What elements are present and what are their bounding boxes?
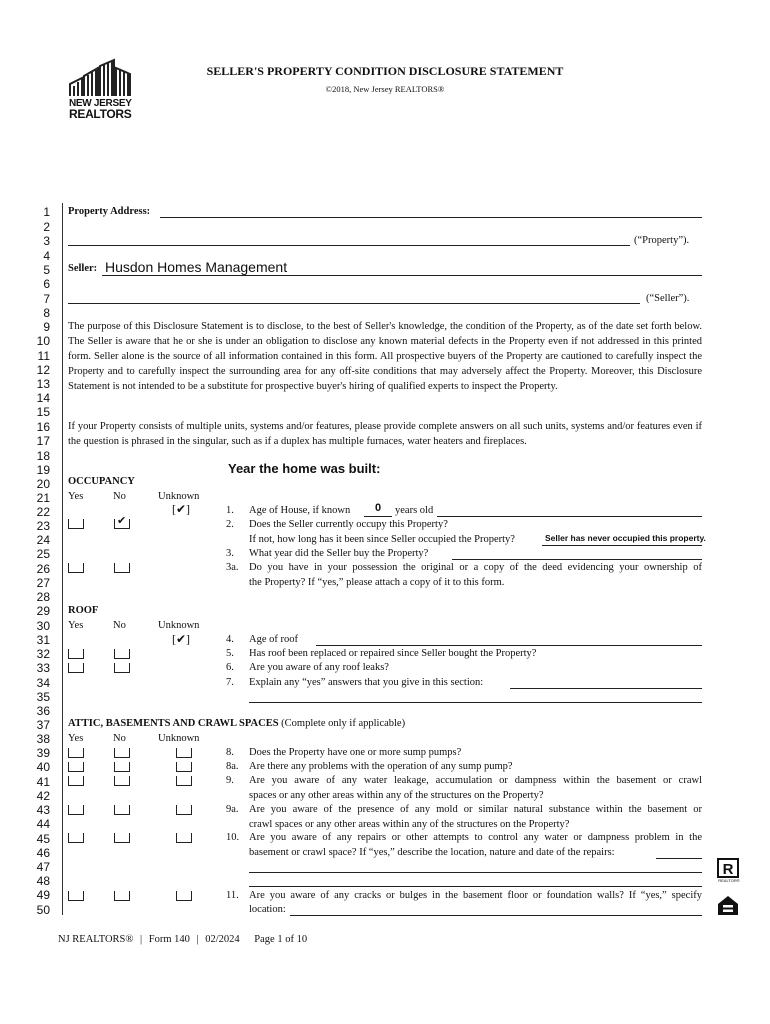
q9a-text: Are you aware of the presence of any mold or similar natural substance within the basement or bbox=[249, 804, 702, 815]
line-number: 10 bbox=[36, 334, 50, 348]
line-number: 21 bbox=[36, 491, 50, 505]
seller-name-value[interactable]: Husdon Homes Management bbox=[105, 259, 288, 275]
property-address-field[interactable] bbox=[160, 217, 702, 218]
q1-text: Age of House, if known bbox=[249, 505, 351, 516]
q2-yes-checkbox[interactable] bbox=[68, 519, 84, 529]
q4-number: 4. bbox=[226, 634, 234, 645]
property-address-label: Property Address: bbox=[68, 206, 151, 217]
line-number: 48 bbox=[36, 874, 50, 888]
col-yes: Yes bbox=[68, 491, 84, 502]
q2-no-checkbox[interactable] bbox=[114, 519, 130, 529]
line-number: 39 bbox=[36, 746, 50, 760]
col-unknown: Unknown bbox=[158, 491, 200, 502]
q2-followup: If not, how long has it been since Seller occupied the Property? bbox=[249, 534, 515, 545]
q9-number: 9. bbox=[226, 775, 234, 786]
q10-no-checkbox[interactable] bbox=[114, 833, 130, 843]
attic-heading bbox=[68, 717, 405, 731]
q8-text: Does the Property have one or more sump pumps? bbox=[249, 747, 462, 758]
q6-number: 6. bbox=[226, 662, 234, 673]
q10-field-2[interactable] bbox=[249, 872, 702, 873]
line-number: 28 bbox=[36, 590, 50, 604]
line-number: 25 bbox=[36, 547, 50, 561]
line-number: 41 bbox=[36, 775, 50, 789]
line-number: 15 bbox=[36, 405, 50, 419]
footer-date: 02/2024 bbox=[205, 934, 240, 945]
footer-sep-2: | bbox=[196, 934, 199, 945]
q10-unknown-checkbox[interactable] bbox=[176, 833, 192, 843]
q1-suffix: years old bbox=[395, 505, 434, 516]
q11-unknown-checkbox[interactable] bbox=[176, 891, 192, 901]
seller-name-field-2[interactable] bbox=[68, 303, 640, 304]
line-number: 44 bbox=[36, 817, 50, 831]
q4-text: Age of roof bbox=[249, 634, 298, 645]
roof-col-yes: Yes bbox=[68, 620, 84, 631]
q2-followup-value[interactable]: Seller has never occupied this property. bbox=[545, 533, 706, 543]
attic-note: (Complete only if applicable) bbox=[281, 718, 406, 729]
line-number: 2 bbox=[43, 220, 50, 234]
q8a-no-checkbox[interactable] bbox=[114, 762, 130, 772]
q2-number: 2. bbox=[226, 519, 234, 530]
line-number: 7 bbox=[43, 292, 50, 306]
property-suffix: (“Property”). bbox=[634, 235, 690, 246]
line-number: 8 bbox=[43, 306, 50, 320]
line-number: 45 bbox=[36, 832, 50, 846]
q9-text2: spaces or any other areas within any of the structures on the Property? bbox=[249, 790, 544, 801]
footer-form: Form 140 bbox=[148, 934, 190, 945]
q3a-text2: the Property? If “yes,” please attach a copy of it to this form. bbox=[249, 577, 505, 588]
q1-line bbox=[437, 516, 702, 517]
seller-suffix: (“Seller”). bbox=[646, 293, 690, 304]
q7-number: 7. bbox=[226, 677, 234, 688]
multi-unit-paragraph: If your Property consists of multiple units, systems and/or features, please provide complete answers on all such units, systems and/or features even if the question is phrased in the singular, such as if a duplex has multiple furnaces, water heaters and fireplaces. bbox=[68, 421, 702, 447]
line-number: 33 bbox=[36, 661, 50, 675]
q7-field[interactable] bbox=[510, 688, 702, 689]
q6-no-checkbox[interactable] bbox=[114, 663, 130, 673]
line-number: 22 bbox=[36, 505, 50, 519]
q8-unknown-checkbox[interactable] bbox=[176, 748, 192, 758]
gutter-rule bbox=[62, 203, 63, 915]
line-number: 50 bbox=[36, 903, 50, 917]
logo-line1: NEW JERSEY bbox=[69, 98, 132, 109]
q10-field-3[interactable] bbox=[249, 886, 702, 887]
line-number: 11 bbox=[37, 349, 50, 363]
line-number: 47 bbox=[36, 860, 50, 874]
attic-title: ATTIC, BASEMENTS AND CRAWL SPACES bbox=[68, 718, 279, 729]
line-number: 43 bbox=[36, 803, 50, 817]
line-number: 30 bbox=[36, 619, 50, 633]
line-number: 6 bbox=[43, 277, 50, 291]
q11-yes-checkbox[interactable] bbox=[68, 891, 84, 901]
realtor-logo bbox=[717, 858, 741, 886]
q1-age-field[interactable] bbox=[364, 516, 392, 517]
line-number: 27 bbox=[36, 576, 50, 590]
property-address-field-2[interactable] bbox=[68, 245, 630, 246]
line-number: 12 bbox=[36, 363, 50, 377]
seller-label: Seller: bbox=[68, 263, 98, 274]
q1-number: 1. bbox=[226, 505, 234, 516]
line-number: 19 bbox=[36, 463, 50, 477]
line-number: 42 bbox=[36, 789, 50, 803]
line-number: 34 bbox=[36, 676, 50, 690]
line-number: 49 bbox=[36, 888, 50, 902]
attic-col-unknown: Unknown bbox=[158, 733, 200, 744]
q2-text: Does the Seller currently occupy this Property? bbox=[249, 519, 448, 530]
seller-name-field[interactable] bbox=[102, 275, 702, 276]
occupancy-heading: OCCUPANCY bbox=[68, 476, 135, 487]
q8a-number: 8a. bbox=[226, 761, 239, 772]
footer-sep-1: | bbox=[140, 934, 143, 945]
line-number: 1 bbox=[43, 205, 50, 219]
line-number: 17 bbox=[36, 434, 50, 448]
line-number: 9 bbox=[43, 320, 50, 334]
realtor-text: REALTOR® bbox=[718, 878, 740, 883]
year-built-label: Year the home was built: bbox=[228, 461, 381, 476]
q9-no-checkbox[interactable] bbox=[114, 776, 130, 786]
attic-col-no: No bbox=[113, 733, 126, 744]
q3a-yes-checkbox[interactable] bbox=[68, 563, 84, 573]
q3-text: What year did the Seller buy the Property? bbox=[249, 548, 429, 559]
q4-unknown-check[interactable]: [✔] bbox=[172, 632, 191, 646]
q9a-text2: crawl spaces or any other areas within any of the structures on the Property? bbox=[249, 819, 570, 830]
attic-col-yes: Yes bbox=[68, 733, 84, 744]
line-number: 32 bbox=[36, 647, 50, 661]
logo-line2: REALTORS bbox=[69, 107, 132, 121]
line-number: 24 bbox=[36, 533, 50, 547]
q3a-text: Do you have in your possession the original or a copy of the deed evidencing your ownership of bbox=[249, 562, 702, 573]
footer-page: Page 1 of 10 bbox=[254, 934, 308, 945]
realtor-r-icon: R bbox=[717, 858, 739, 878]
line-number: 31 bbox=[36, 633, 50, 647]
intro-paragraph: The purpose of this Disclosure Statement is to disclose, to the best of Seller's knowledge, the condition of the Property, as of the date set forth below. The Seller is aware that he or she is under an obligation to disclose any known material defects in the Property even if not addressed in this printed form. Seller alone is the source of all information contained in this form. All prospective buyers of the Property are cautioned to carefully inspect the Property and to carefully inspect the surrounding area for any off-site conditions that may adversely affect the Property. Moreover, this Disclosure Statement is not intended to be a substitute for prospective buyer's hiring of qualified experts to inspect the Property. bbox=[68, 321, 702, 392]
equal-housing-icon bbox=[716, 893, 740, 924]
q9a-no-checkbox[interactable] bbox=[114, 805, 130, 815]
q10-yes-checkbox[interactable] bbox=[68, 833, 84, 843]
q10-text: Are you aware of any repairs or other attempts to control any water or dampness problem in the bbox=[249, 832, 702, 843]
q8-number: 8. bbox=[226, 747, 234, 758]
q6-yes-checkbox[interactable] bbox=[68, 663, 84, 673]
q9a-number: 9a. bbox=[226, 804, 239, 815]
line-number: 23 bbox=[36, 519, 50, 533]
q3a-number: 3a. bbox=[226, 562, 239, 573]
footer-org: NJ REALTORS® bbox=[58, 934, 134, 945]
q5-text: Has roof been replaced or repaired since Seller bought the Property? bbox=[249, 648, 537, 659]
q11-text2: location: bbox=[249, 904, 286, 915]
col-no: No bbox=[113, 491, 126, 502]
roof-col-unknown: Unknown bbox=[158, 620, 200, 631]
q3-number: 3. bbox=[226, 548, 234, 559]
q9-yes-checkbox[interactable] bbox=[68, 776, 84, 786]
line-number: 29 bbox=[36, 604, 50, 618]
q9-text: Are you aware of any water leakage, accumulation or dampness within the basement or crawl bbox=[249, 775, 702, 786]
q8-yes-checkbox[interactable] bbox=[68, 748, 84, 758]
q7-text: Explain any “yes” answers that you give in this section: bbox=[249, 677, 484, 688]
q10-number: 10. bbox=[226, 832, 240, 843]
q8a-yes-checkbox[interactable] bbox=[68, 762, 84, 772]
q3-field[interactable] bbox=[452, 559, 702, 560]
q10-text2: basement or crawl space? If “yes,” describe the location, nature and date of the repairs: bbox=[249, 847, 615, 858]
q5-number: 5. bbox=[226, 648, 234, 659]
q1-age-value[interactable]: 0 bbox=[375, 502, 382, 514]
q9-unknown-checkbox[interactable] bbox=[176, 776, 192, 786]
q11-no-checkbox[interactable] bbox=[114, 891, 130, 901]
q11-text: Are you aware of any cracks or bulges in the basement floor or foundation walls? If “yes,” specify bbox=[249, 890, 702, 901]
q11-number: 11. bbox=[226, 890, 239, 901]
roof-col-no: No bbox=[113, 620, 126, 631]
line-number: 18 bbox=[36, 449, 50, 463]
roof-heading: ROOF bbox=[68, 605, 99, 616]
copyright-line: ©2018, New Jersey REALTORS® bbox=[325, 84, 445, 94]
q2-followup-field[interactable] bbox=[542, 545, 702, 546]
page-title: SELLER'S PROPERTY CONDITION DISCLOSURE STATEMENT bbox=[206, 64, 564, 78]
line-number: 46 bbox=[36, 846, 50, 860]
q10-field[interactable] bbox=[656, 858, 702, 859]
line-number: 36 bbox=[36, 704, 50, 718]
line-number: 4 bbox=[43, 249, 50, 263]
line-number: 37 bbox=[36, 718, 50, 732]
q5-yes-checkbox[interactable] bbox=[68, 649, 84, 659]
q8a-text: Are there any problems with the operation of any sump pump? bbox=[249, 761, 513, 772]
q7-field-2[interactable] bbox=[249, 702, 702, 703]
line-number: 20 bbox=[36, 477, 50, 491]
line-number: 26 bbox=[36, 562, 50, 576]
line-number: 40 bbox=[36, 760, 50, 774]
line-number: 5 bbox=[43, 263, 50, 277]
q8-no-checkbox[interactable] bbox=[114, 748, 130, 758]
line-number: 16 bbox=[36, 420, 50, 434]
q11-field[interactable] bbox=[290, 915, 702, 916]
line-number: 35 bbox=[36, 690, 50, 704]
q1-unknown-check[interactable]: [✔] bbox=[172, 502, 191, 516]
q6-text: Are you aware of any roof leaks? bbox=[249, 662, 389, 673]
line-number: 3 bbox=[43, 234, 50, 248]
q8a-unknown-checkbox[interactable] bbox=[176, 762, 192, 772]
q9a-unknown-checkbox[interactable] bbox=[176, 805, 192, 815]
footer bbox=[58, 933, 307, 947]
q3a-no-checkbox[interactable] bbox=[114, 563, 130, 573]
q9a-yes-checkbox[interactable] bbox=[68, 805, 84, 815]
line-number: 38 bbox=[36, 732, 50, 746]
line-number: 13 bbox=[36, 377, 50, 391]
line-number: 14 bbox=[36, 391, 50, 405]
q4-field[interactable] bbox=[316, 645, 702, 646]
q5-no-checkbox[interactable] bbox=[114, 649, 130, 659]
